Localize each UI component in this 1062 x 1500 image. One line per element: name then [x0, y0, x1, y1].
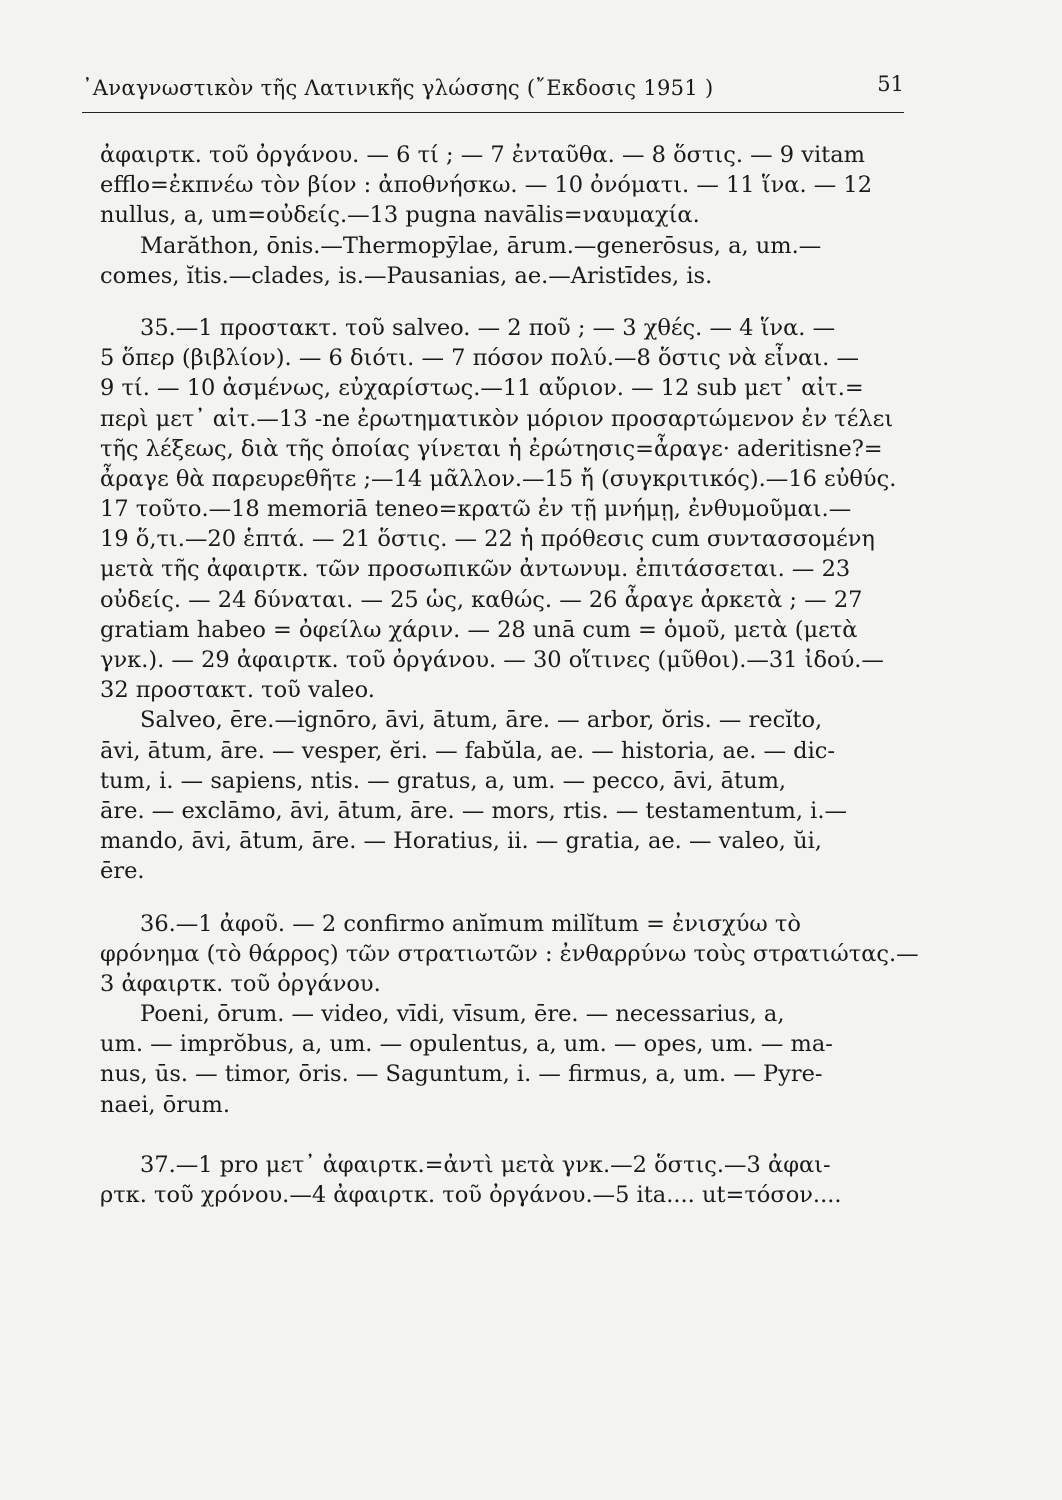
text-line: gratiam habeo = ὀφείλω χάριν. — 28 unā cum = ὁμοῦ, μετὰ (μετὰ: [100, 616, 858, 643]
page-number: 51: [877, 72, 904, 96]
text-line: naei, ōrum.: [100, 1091, 231, 1118]
text-line: 19 ὅ,τι.—20 ἑπτά. — 21 ὅστις. — 22 ἡ πρόθεσις cum συντασσομένη: [100, 526, 875, 553]
text-line: 5 ὅπερ (βιβλίον). — 6 διότι. — 7 πόσον πολύ.—8 ὅστις νὰ εἶναι. —: [100, 345, 859, 372]
text-line: nus, ūs. — timor, ōris. — Saguntum, i. — firmus, a, um. — Pyre-: [100, 1061, 823, 1088]
text-line: āre. — exclāmo, āvi, ātum, āre. — mors, rtis. — testamentum, i.—: [100, 797, 848, 824]
text-line: ēre.: [100, 858, 145, 885]
text-line: efflo=ἐκπνέω τὸν βίον : ἀποθνήσκω. — 10 ὀνόματι. — 11 ἵνα. — 12: [100, 172, 873, 199]
text-line: 17 τοῦτο.—18 memoriā teneo=κρατῶ ἐν τῇ μνήμῃ, ἐνθυμοῦμαι.—: [100, 496, 852, 523]
body-text: [100, 140, 922, 1210]
text-line: Poeni, ōrum. — video, vīdi, vīsum, ēre. — necessarius, a,: [140, 1001, 785, 1028]
text-line: 9 τί. — 10 ἀσμένως, εὐχαρίστως.—11 αὔριον. — 12 sub μετ᾿ αἰτ.=: [100, 375, 864, 402]
text-line: Salveo, ēre.—ignōro, āvi, ātum, āre. — arbor, ŏris. — recĭto,: [140, 707, 823, 734]
section-36-start: 36.—1 ἀφοῦ. — 2 confirmo anĭmum milĭtum = ἐνισχύω τὸ: [140, 910, 801, 937]
section-35-start: 35.—1 προστακτ. τοῦ salveo. — 2 ποῦ ; — 3 χθές. — 4 ἵνα. —: [140, 314, 836, 341]
text-line: 3 ἀφαιρτκ. τοῦ ὀργάνου.: [100, 970, 381, 997]
section-37-start: 37.—1 pro μετ᾿ ἀφαιρτκ.=ἀντὶ μετὰ γνκ.—2 ὅστις.—3 ἀφαι-: [140, 1151, 831, 1178]
text-line: um. — imprŏbus, a, um. — opulentus, a, um. — opes, um. — ma-: [100, 1031, 833, 1058]
running-title: ᾿Αναγνωστικὸν τῆς Λατινικῆς γλώσσης (῎Εκδοσις 1951 ): [82, 76, 714, 100]
page-header: [82, 72, 904, 113]
text-line: μετὰ τῆς ἀφαιρτκ. τῶν προσωπικῶν ἀντωνυμ. ἐπιτάσσεται. — 23: [100, 556, 851, 583]
text-line: tum, i. — sapiens, ntis. — gratus, a, um. — pecco, āvi, ātum,: [100, 767, 787, 794]
text-line: comes, ĭtis.—clades, is.—Pausanias, ae.—Aristīdes, is.: [100, 262, 713, 289]
text-line: 32 προστακτ. τοῦ valeo.: [100, 677, 375, 704]
text-line: ἆραγε θὰ παρευρεθῆτε ;—14 μᾶλλον.—15 ἤ (συγκριτικός).—16 εὐθύς.: [100, 465, 897, 492]
text-line: οὐδείς. — 24 δύναται. — 25 ὡς, καθώς. — 26 ἆραγε ἀρκετὰ ; — 27: [100, 586, 863, 613]
text-line: περὶ μετ᾿ αἰτ.—13 -ne ἐρωτηματικὸν μόριον προσαρτώμενον ἐν τέλει: [100, 405, 894, 432]
text-line: ἀφαιρτκ. τοῦ ὀργάνου. — 6 τί ; — 7 ἐνταῦθα. — 8 ὅστις. — 9 vitam: [100, 142, 865, 168]
text-line: γνκ.). — 29 ἀφαιρτκ. τοῦ ὀργάνου. — 30 οἵτινες (μῦθοι).—31 ἰδού.—: [100, 647, 884, 673]
text-line: āvi, ātum, āre. — vesper, ĕri. — fabŭla, ae. — historia, ae. — dic-: [100, 737, 835, 764]
text-line: nullus, a, um=οὐδείς.—13 pugna navālis=ναυμαχία.: [100, 202, 700, 229]
text-line: Marăthon, ōnis.—Thermopȳlae, ārum.—generōsus, a, um.—: [140, 232, 822, 259]
text-line: τῆς λέξεως, διὰ τῆς ὁποίας γίνεται ἡ ἐρώτησις=ἆραγε· aderitisne?=: [100, 435, 883, 462]
text-line: ρτκ. τοῦ χρόνου.—4 ἀφαιρτκ. τοῦ ὀργάνου.—5 ita.... ut=τόσον....: [100, 1182, 842, 1208]
text-line: φρόνημα (τὸ θάρρος) τῶν στρατιωτῶν : ἐνθαρρύνω τοὺς στρατιώτας.—: [100, 940, 919, 967]
text-line: mando, āvi, ātum, āre. — Horatius, ii. — gratia, ae. — valeo, ŭi,: [100, 828, 822, 855]
